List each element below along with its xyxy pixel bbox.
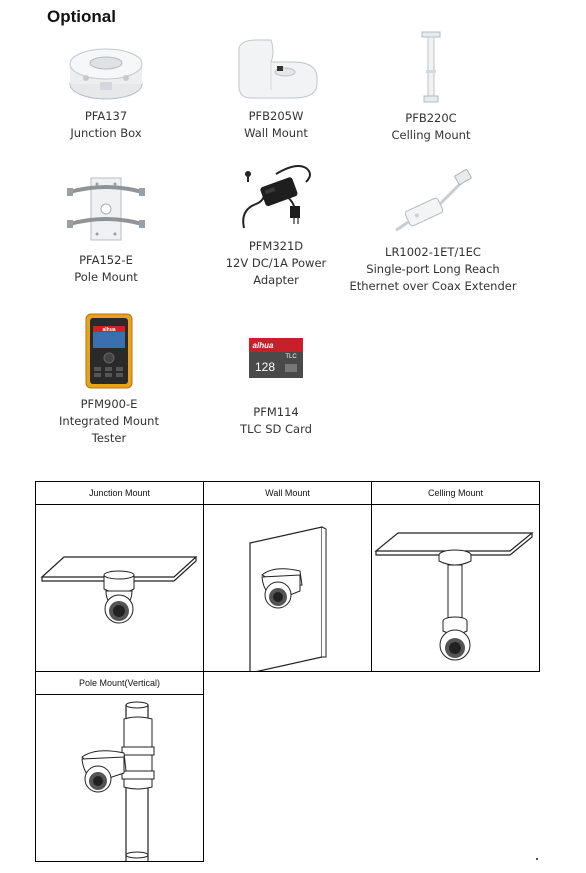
- sd-card-capacity: 128: [254, 360, 276, 374]
- coax-extender-icon: [388, 168, 478, 234]
- accessory-pfm900-e: [50, 312, 168, 447]
- table-cell-ceiling-mount: [372, 505, 540, 672]
- accessory-name: 12V DC/1A Power: [225, 256, 327, 270]
- accessory-name-line-2: Tester: [91, 431, 127, 445]
- mount-tester-icon: [84, 312, 134, 390]
- pole-mount-icon: [66, 174, 146, 244]
- tester-brand-label: alhua: [102, 327, 116, 333]
- accessory-pfm321d: [208, 160, 344, 289]
- accessory-model: PFM114: [253, 405, 299, 419]
- sd-card-brand: alhua: [252, 341, 274, 350]
- accessory-name-line-2: Adapter: [253, 273, 299, 287]
- section-heading: Optional: [47, 7, 116, 26]
- accessory-model: PFA152-E: [79, 253, 133, 267]
- table-header-ceiling-mount: Celling Mount: [372, 482, 540, 505]
- accessory-name: Junction Box: [70, 126, 142, 140]
- table-cell-junction-mount: [36, 505, 204, 672]
- accessory-pfb205w: [214, 38, 338, 142]
- accessory-model: PFA137: [84, 109, 128, 123]
- power-adapter-icon: [236, 160, 316, 232]
- junction-box-icon: [66, 38, 146, 104]
- accessory-pfa137: [50, 38, 162, 142]
- accessory-name: Celling Mount: [391, 128, 471, 142]
- table-cell-wall-mount: [204, 505, 372, 672]
- table-header-junction-mount: Junction Mount: [36, 482, 204, 505]
- table-empty-cell: [372, 695, 540, 862]
- accessory-name: TLC SD Card: [240, 422, 312, 436]
- table-cell-pole-mount: [36, 695, 204, 862]
- accessory-name: Single-port Long Reach: [366, 262, 500, 276]
- table-header-pole-mount: Pole Mount(Vertical): [36, 672, 204, 695]
- sd-card-icon: [247, 336, 305, 380]
- accessory-pfb220c: [378, 30, 484, 144]
- wall-mount-icon: [231, 38, 321, 104]
- wall-mount-diagram-icon: [204, 505, 371, 671]
- table-empty-cell: [204, 672, 372, 695]
- table-empty-cell: [372, 672, 540, 695]
- page-dot: [536, 858, 538, 860]
- pole-mount-diagram-icon: [36, 695, 203, 861]
- table-empty-cell: [204, 695, 372, 862]
- accessory-model: LR1002-1ET/1EC: [385, 245, 481, 259]
- accessory-model: PFM900-E: [80, 397, 138, 411]
- junction-mount-diagram-icon: [36, 505, 203, 671]
- accessory-model: PFM321D: [248, 239, 304, 253]
- table-header-wall-mount: Wall Mount: [204, 482, 372, 505]
- accessory-name: Pole Mount: [74, 270, 138, 284]
- ceiling-mount-icon: [416, 30, 446, 106]
- accessory-pfa152-e: [50, 174, 162, 286]
- ceiling-mount-diagram-icon: [372, 505, 539, 671]
- accessory-model: PFB205W: [248, 109, 304, 123]
- accessory-pfm114: [220, 336, 332, 438]
- accessory-name-line-2: Ethernet over Coax Extender: [349, 279, 517, 293]
- accessory-name: Wall Mount: [244, 126, 308, 140]
- accessory-name: Integrated Mount: [59, 414, 159, 428]
- accessory-model: PFB220C: [405, 111, 457, 125]
- sd-card-type: TLC: [285, 354, 297, 360]
- mounting-options-table: [35, 481, 540, 862]
- accessory-lr1002: [346, 168, 520, 295]
